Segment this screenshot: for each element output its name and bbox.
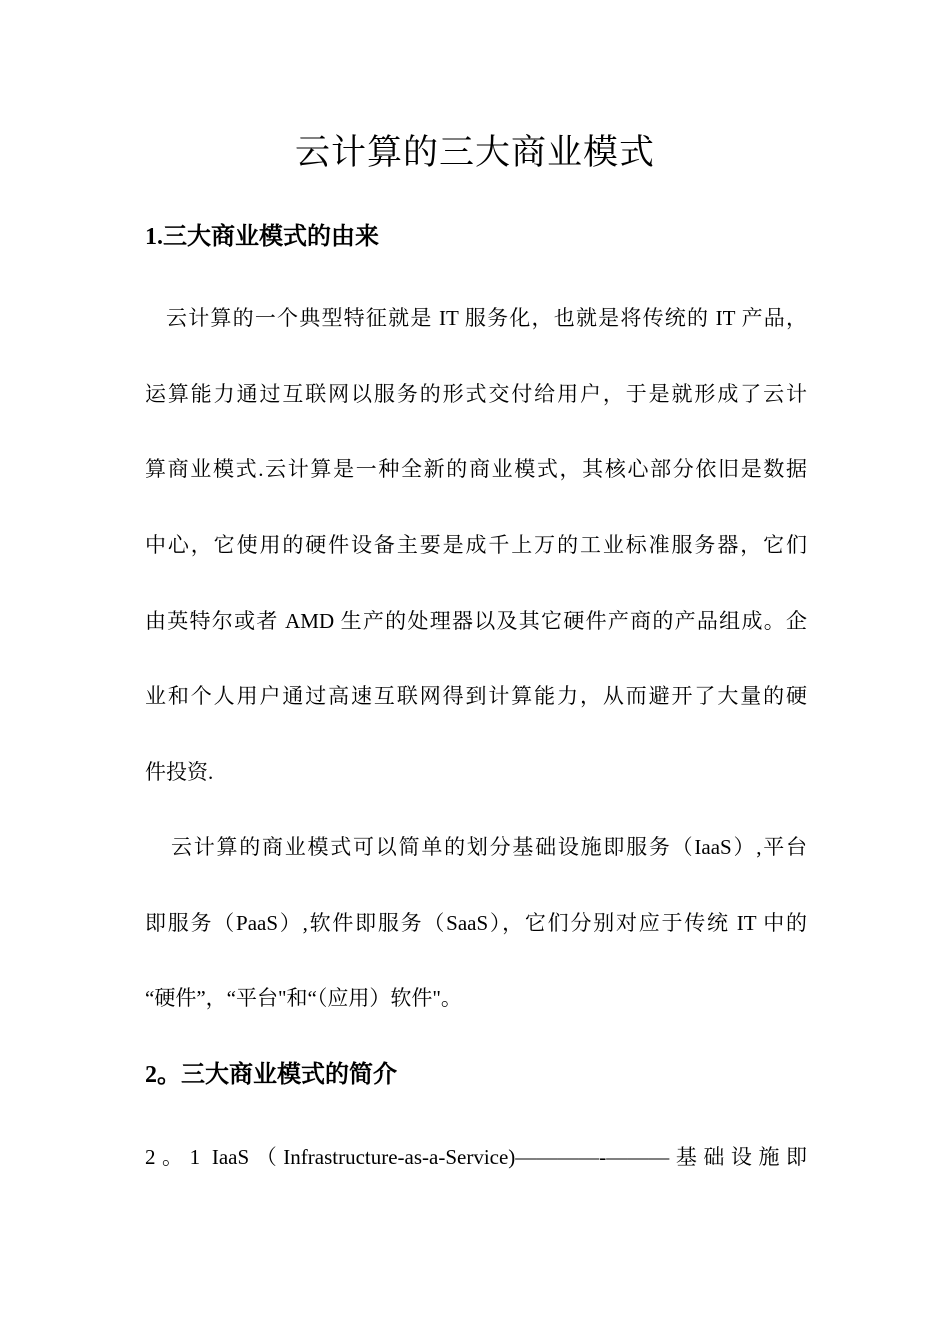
paragraph-line: “硬件”，“平台"和“（应用）软件"。: [145, 986, 462, 1011]
paragraph-line: 云计算的商业模式可以简单的划分基础设施即服务（IaaS）,平台: [171, 835, 807, 859]
paragraph-line: 即服务（PaaS）,软件即服务（SaaS），它们分别对应于传统 IT 中的: [145, 910, 807, 935]
paragraph-line: 中心，它使用的硬件设备主要是成千上万的工业标准服务器，它们: [145, 533, 807, 558]
paragraph-line: 云计算的一个典型特征就是 IT 服务化，也就是将传统的 IT 产品，: [166, 306, 807, 330]
paragraph-line: 由英特尔或者 AMD 生产的处理器以及其它硬件产商的产品组成。企: [145, 608, 807, 633]
section-1-paragraph-1: [145, 281, 807, 811]
section-2-heading: 2。三大商业模式的简介: [145, 1062, 397, 1088]
document-title: 云计算的三大商业模式: [294, 133, 655, 172]
section-2-1-subheading: 2。1 IaaS（Infrastructure-as-a-Service)————-———基础设施即: [145, 1145, 807, 1169]
paragraph-line: 算商业模式.云计算是一种全新的商业模式，其核心部分依旧是数据: [145, 457, 807, 482]
paragraph-line: 业和个人用户通过高速互联网得到计算能力，从而避开了大量的硬: [145, 684, 807, 709]
section-1-paragraph-2: [145, 810, 807, 1037]
paragraph-line: 件投资.: [145, 760, 214, 785]
paragraph-line: 运算能力通过互联网以服务的形式交付给用户，于是就形成了云计: [145, 381, 807, 406]
section-1-heading: 1.三大商业模式的由来: [145, 224, 379, 250]
